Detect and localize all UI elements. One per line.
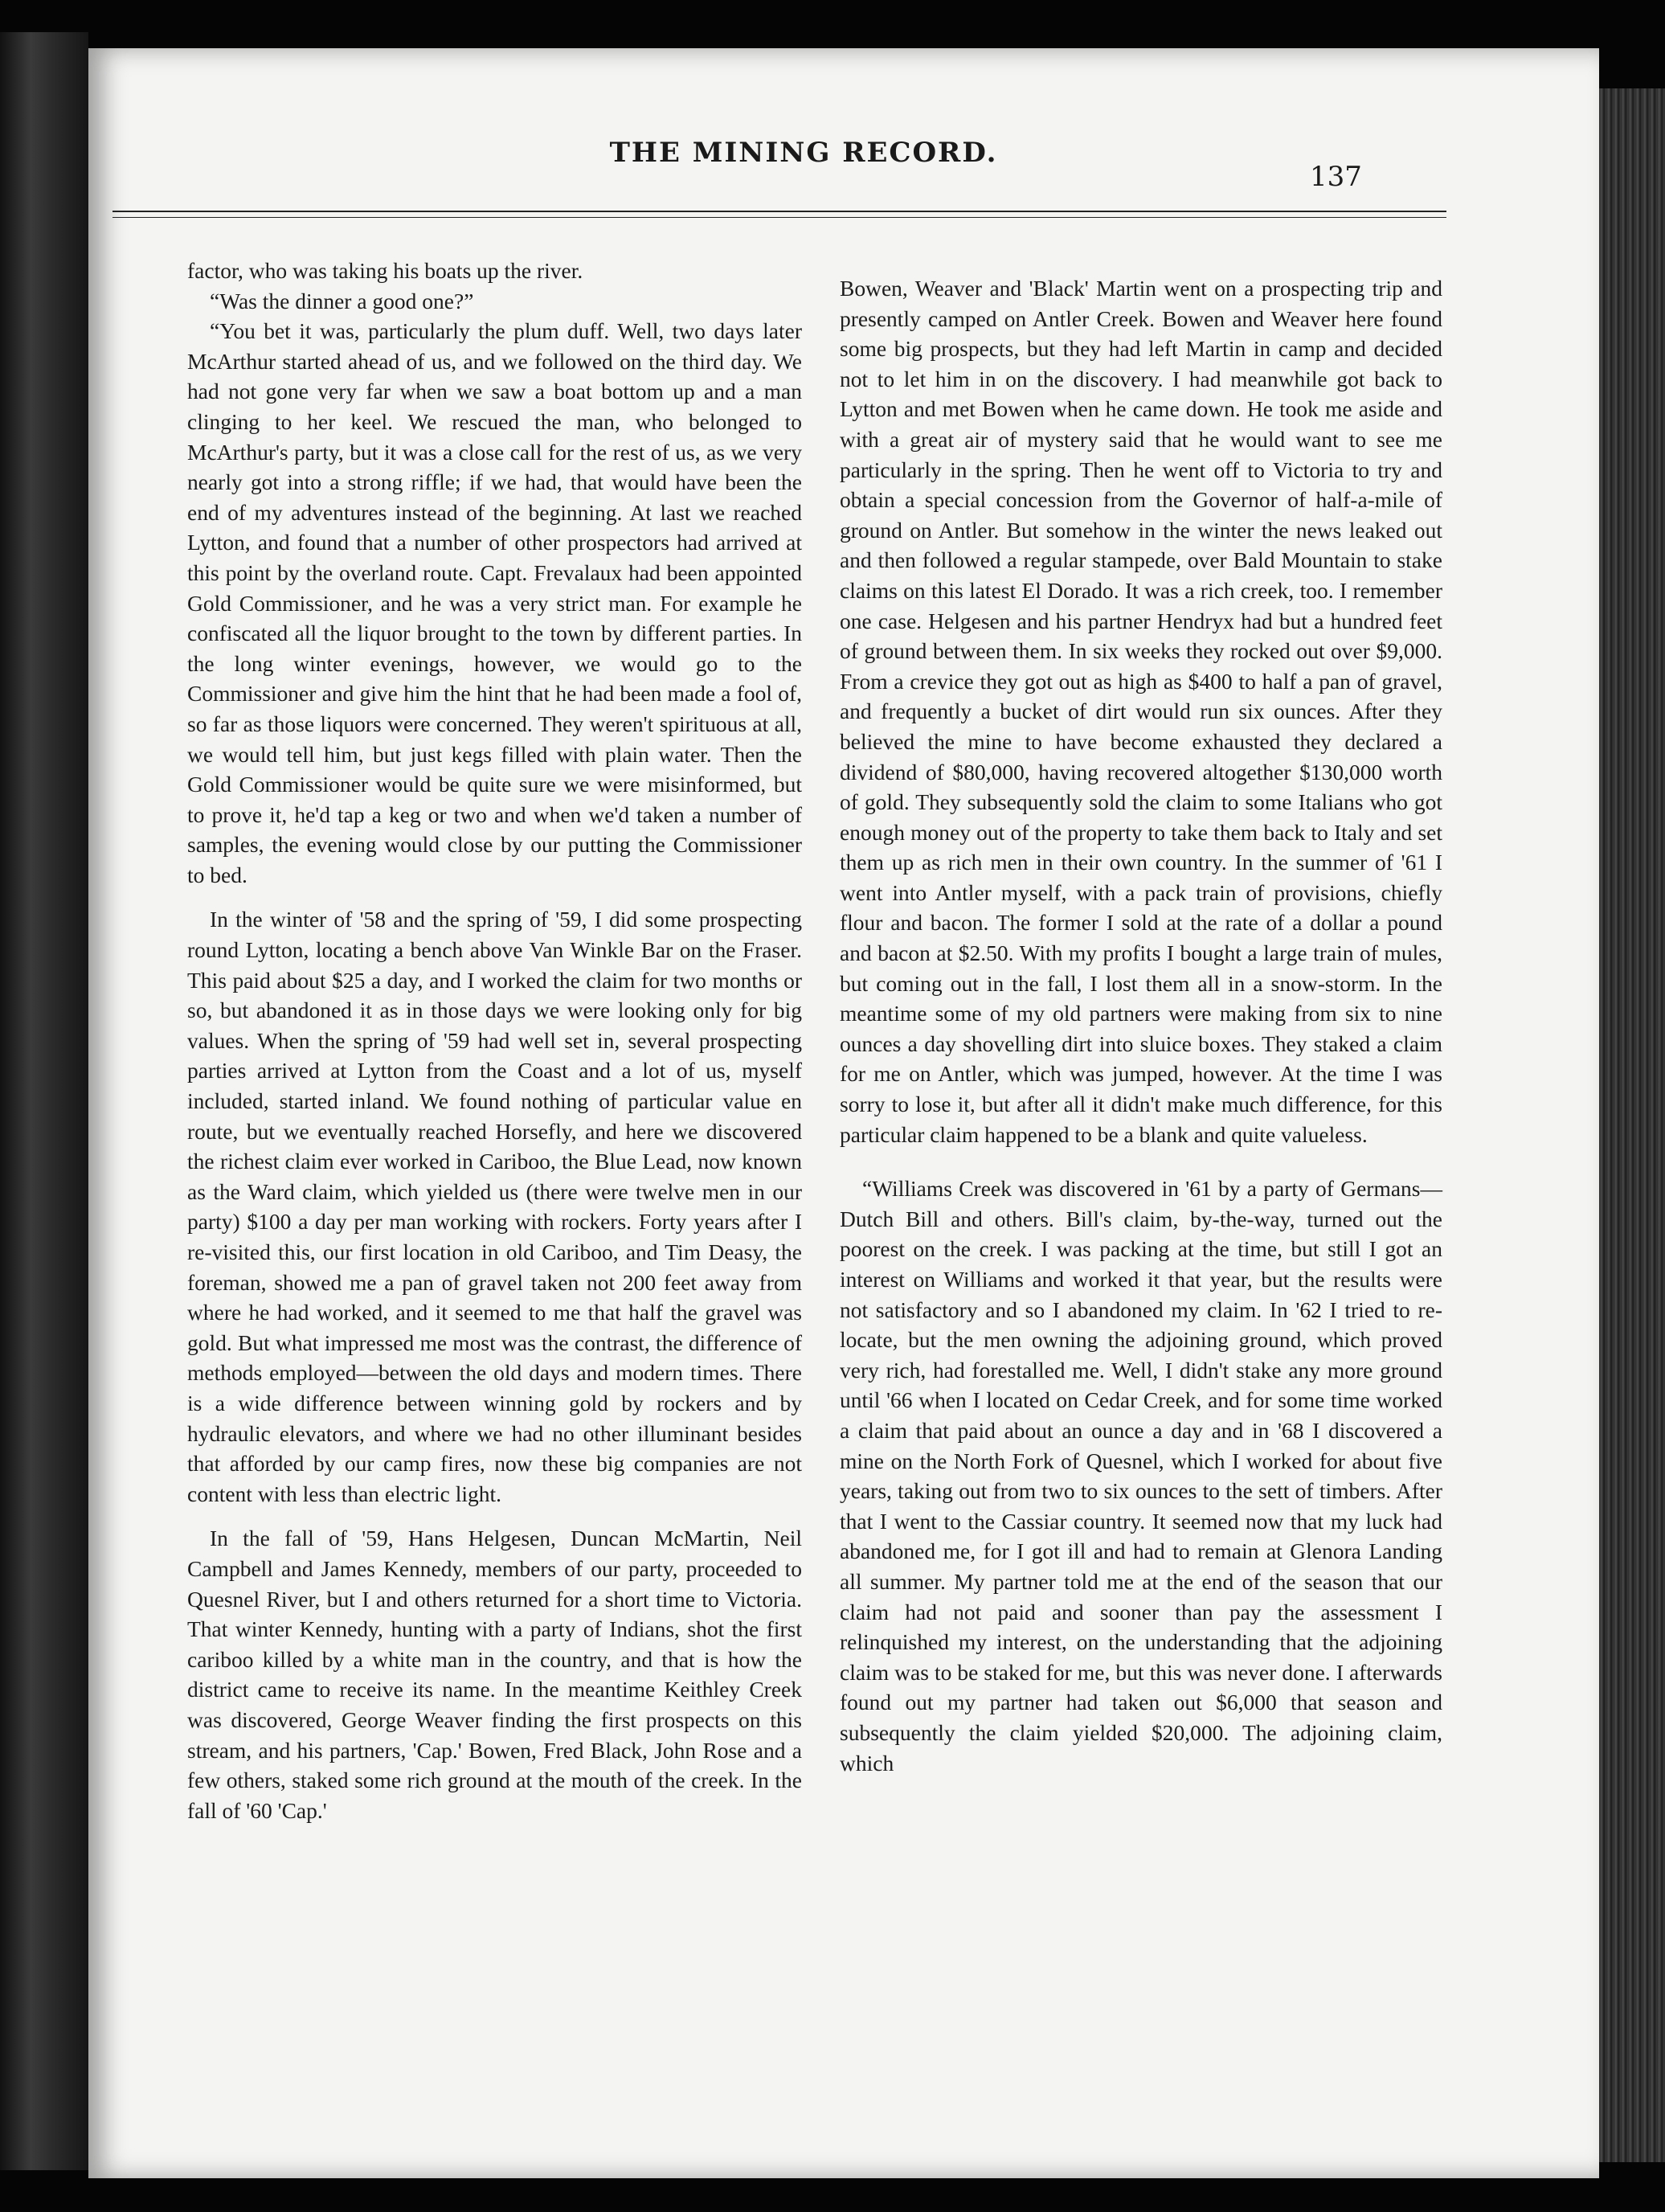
- left-column: [187, 256, 802, 1825]
- paragraph: In the fall of '59, Hans Helgesen, Duncan McMartin, Neil Campbell and James Kennedy, members of our party, proceeded to Quesnel River, but I and others returned for a short time to Victoria. That winter Kennedy, hunting with a party of Indians, shot the first cariboo killed by a white man in the country, and that is how the district came to receive its name. In the meantime Keithley Creek was discovered, George Weaver finding the first prospects on this stream, and his partners, 'Cap.' Bowen, Fred Black, John Rose and a few others, staked some rich ground at the mouth of the creek. In the fall of '60 'Cap.': [187, 1526, 802, 1823]
- header-rule: [112, 211, 1446, 212]
- paragraph: “Williams Creek was discovered in '61 by a party of Germans—Dutch Bill and others. Bill's claim, by-the-way, turned out the poorest on the creek. I was packing at the time, but still I got an interest on Williams and worked it that year, but the results were not satisfactory and so I abandoned my claim. In '62 I tried to re-locate, but the men owning the adjoining ground, which proved very rich, had forestalled me. Well, I didn't stake any more ground until '66 when I located on Cedar Creek, and for some time worked a claim that paid about an ounce a day and in '68 I discovered a mine on the North Fork of Quesnel, which I worked for about five years, taking out from two to six ounces to the sett of timbers. After that I went to the Cassiar country. It seemed now that my luck had abandoned me, for I got ill and had to remain at Glenora Landing all summer. My partner told me at the end of the season that our claim had not paid and sooner than pay the assessment I relinquished my interest, on the understanding that the adjoining claim was to be staked for me, but this was never done. I afterwards found out my partner had taken out $6,000 that season and subsequently the claim yielded $20,000. The adjoining claim, which: [840, 1176, 1442, 1776]
- book-page-edges: [1599, 88, 1665, 2162]
- running-header-title: THE MINING RECORD.: [609, 137, 998, 169]
- book-spine-shadow: [0, 32, 88, 2170]
- paragraph: In the winter of '58 and the spring of '59, I did some prospecting round Lytton, locating a bench above Van Winkle Bar on the Fraser. This paid about $25 a day, and I worked the claim for two months or so, but abandoned it as in those days we were looking only for big values. When the spring of '59 had well set in, several prospecting parties arrived at Lytton from the Coast and a lot of us, myself included, started inland. We found nothing of particular value en route, but we eventually reached Horsefly, and here we discovered the richest claim ever worked in Cariboo, the Blue Lead, now known as the Ward claim, which yielded us (there were twelve men in our party) $100 a day per man working with rockers. Forty years after I re-visited this, our first location in old Cariboo, and Tim Deasy, the foreman, showed me a pan of gravel taken not 200 feet away from where he had worked, and it seemed to me that half the gravel was gold. But what impressed me most was the contrast, the difference of methods employed—between the old days and modern times. There is a wide difference between winning gold by rockers and by hydraulic elevators, and where we had no other illuminant besides that afforded by our camp fires, now these big companies are not content with less than electric light.: [187, 907, 802, 1506]
- paragraph: “You bet it was, particularly the plum duff. Well, two days later McArthur started ahead of us, and we followed on the third day. We had not gone very far when we saw a boat bottom up and a man clinging to her keel. We rescued the man, who belonged to McArthur's party, but it was a close call for the rest of us, as we very nearly got into a strong riffle; if we had, that would have been the end of my adventures instead of the beginning. At last we reached Lytton, and found that a number of other prospectors had arrived at this point by the overland route. Capt. Frevalaux had been appointed Gold Commissioner, and he was a very strict man. For example he confiscated all the liquor brought to the town by different parties. In the long winter evenings, however, we would go to the Commissioner and give him the hint that he had been made a fool of, so far as those liquors were concerned. They weren't spirituous at all, we would tell him, but just kegs filled with plain water. Then the Gold Commissioner would be quite sure we were misinformed, but to prove it, he'd tap a keg or two and when we'd taken a number of samples, the evening would close by our putting the Commissioner to bed.: [187, 318, 802, 887]
- paragraph: Bowen, Weaver and 'Black' Martin went on a prospecting trip and presently camped on Antler Creek. Bowen and Weaver here found some big prospects, but they had left Martin in camp and decided not to let him in on the discovery. I had meanwhile got back to Lytton and met Bowen when he came down. He took me aside and with a great air of mystery said that he would want to see me particularly in the spring. Then he went off to Victoria to try and obtain a special concession from the Governor of half-a-mile of ground on Antler. But somehow in the winter the news leaked out and then followed a regular stampede, over Bald Mountain to stake claims on this latest El Dorado. It was a rich creek, too. I remember one case. Helgesen and his partner Hendryx had but a hundred feet of ground between them. In six weeks they rocked out over $9,000. From a crevice they got out as high as $400 to half a pan of gravel, and frequently a bucket of dirt would run six ounces. After they believed the mine to have become exhausted they declared a dividend of $80,000, having recovered altogether $130,000 worth of gold. They subsequently sold the claim to some Italians who got enough money out of the property to take them back to Italy and set them up as rich men in their own country. In the summer of '61 I went into Antler myself, with a pack train of provisions, chiefly flour and bacon. The former I sold at the rate of a dollar a pound and bacon at $2.50. With my profits I bought a large train of mules, but coming out in the fall, I lost them all in a snow-storm. In the meantime some of my old partners were making from six to nine ounces a day shovelling dirt into sluice boxes. They staked a claim for me on Antler, which was jumped, however. At the time I was sorry to lose it, but after all it didn't make much difference, for this particular claim happened to be a blank and quite valueless.: [840, 276, 1442, 1147]
- header-rule-thin: [112, 217, 1446, 218]
- right-column: [840, 273, 1442, 1778]
- paragraph: factor, who was taking his boats up the river.: [187, 258, 583, 283]
- page-number: 137: [1310, 161, 1362, 193]
- paragraph: “Was the dinner a good one?”: [210, 288, 474, 313]
